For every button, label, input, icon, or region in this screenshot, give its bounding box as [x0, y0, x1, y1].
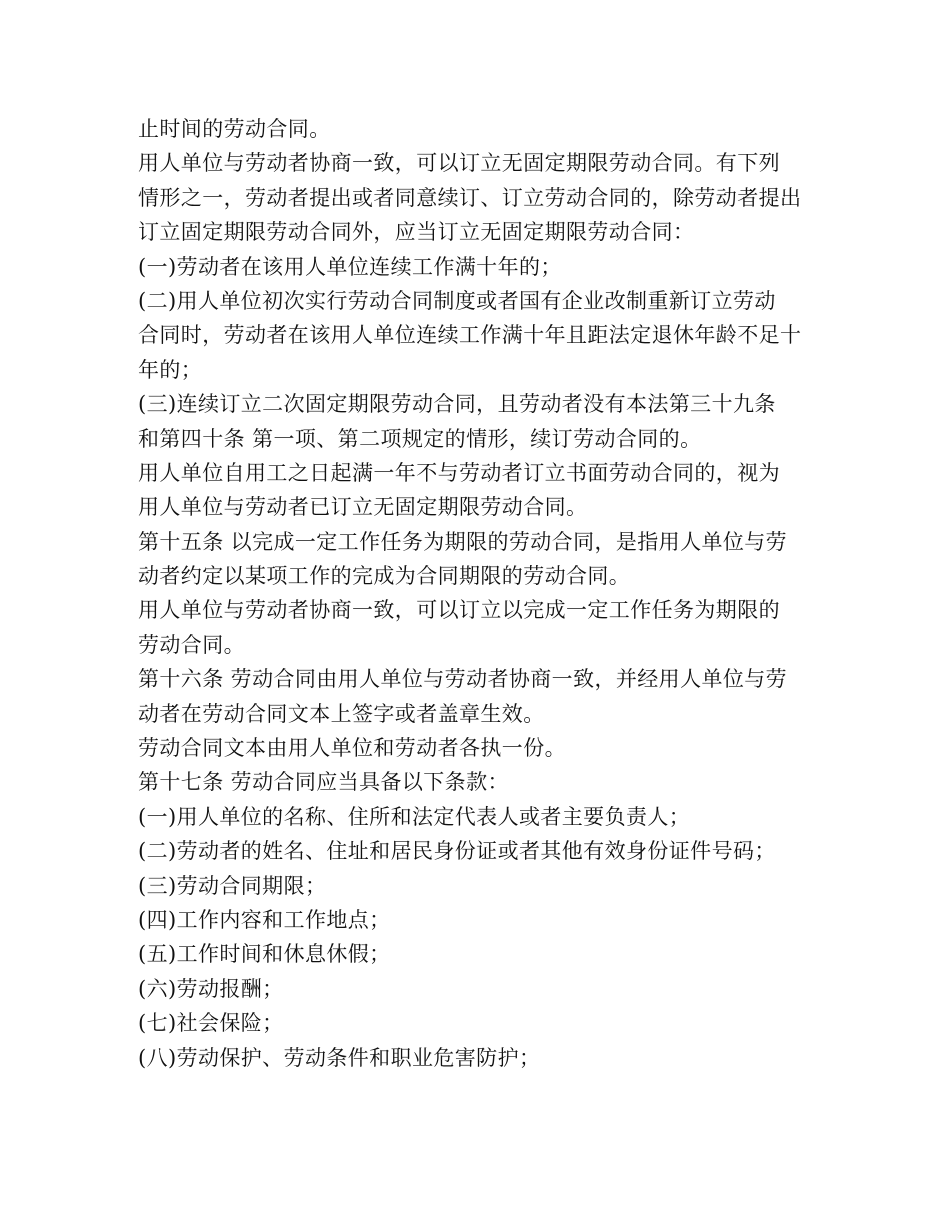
- text-line: 第十五条 以完成一定工作任务为期限的劳动合同，是指用人单位与劳: [138, 529, 788, 554]
- text-line: 动者在劳动合同文本上签字或者盖章生效。: [138, 701, 545, 726]
- text-line: (五)工作时间和休息休假；: [138, 942, 391, 967]
- text-line: 用人单位与劳动者已订立无固定期限劳动合同。: [138, 495, 588, 520]
- text-line: 止时间的劳动合同。: [138, 117, 331, 141]
- text-line: (七)社会保险；: [138, 1011, 284, 1036]
- text-line: 用人单位自用工之日起满一年不与劳动者订立书面劳动合同的，视为: [138, 460, 780, 485]
- text-line: 和第四十条 第一项、第二项规定的情形，续订劳动合同的。: [138, 426, 702, 451]
- document-body: [138, 112, 818, 1075]
- text-line: 劳动合同。: [138, 632, 245, 657]
- text-line: 第十七条 劳动合同应当具备以下条款：: [138, 770, 509, 795]
- text-line: (三)连续订立二次固定期限劳动合同，且劳动者没有本法第三十九条: [138, 392, 776, 417]
- text-line: 劳动合同文本由用人单位和劳动者各执一份。: [138, 736, 566, 761]
- text-line: 年的；: [138, 357, 203, 382]
- text-line: 情形之一，劳动者提出或者同意续订、订立劳动合同的，除劳动者提出: [138, 185, 802, 210]
- text-line: (八)劳动保护、劳动条件和职业危害防护；: [138, 1045, 541, 1070]
- text-line: (四)工作内容和工作地点；: [138, 907, 391, 932]
- text-line: 用人单位与劳动者协商一致，可以订立无固定期限劳动合同。有下列: [138, 151, 780, 176]
- text-line: 用人单位与劳动者协商一致，可以订立以完成一定工作任务为期限的: [138, 598, 780, 623]
- text-line: (二)劳动者的姓名、住址和居民身份证或者其他有效身份证件号码；: [138, 839, 776, 864]
- text-line: 第十六条 劳动合同由用人单位与劳动者协商一致，并经用人单位与劳: [138, 667, 788, 692]
- text-line: (二)用人单位初次实行劳动合同制度或者国有企业改制重新订立劳动: [138, 288, 776, 313]
- text-line: (六)劳动报酬；: [138, 976, 284, 1001]
- text-line: 动者约定以某项工作的完成为合同期限的劳动合同。: [138, 564, 631, 589]
- text-line: 合同时，劳动者在该用人单位连续工作满十年且距法定退休年龄不足十: [138, 323, 802, 348]
- text-line: 订立固定期限劳动合同外，应当订立无固定期限劳动合同：: [138, 220, 695, 245]
- text-line: (一)劳动者在该用人单位连续工作满十年的；: [138, 254, 562, 279]
- text-line: (三)劳动合同期限；: [138, 873, 327, 898]
- text-line: (一)用人单位的名称、住所和法定代表人或者主要负责人；: [138, 804, 691, 829]
